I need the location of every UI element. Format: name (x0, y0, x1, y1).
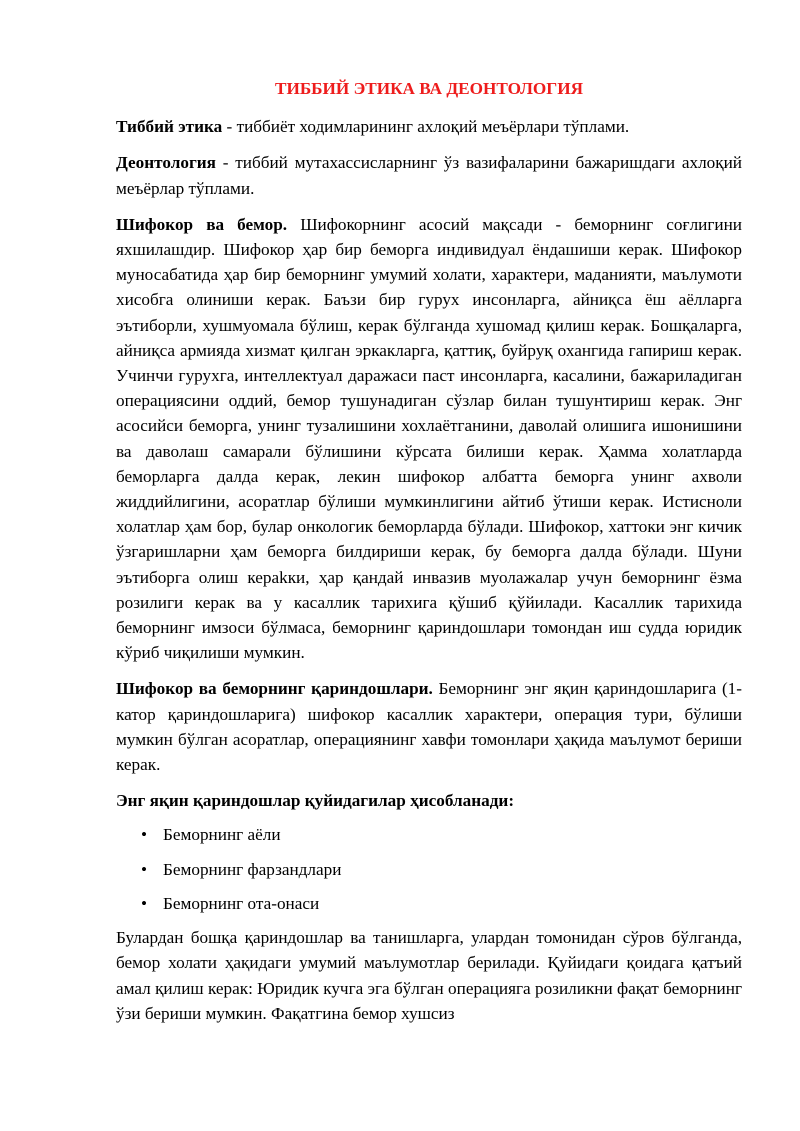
definition-medical-ethics: - тиббиёт ходимларининг ахлоқий меъёрлари тўплами. (222, 117, 630, 137)
term-medical-ethics: Тиббий этика (116, 117, 223, 137)
paragraph-doctor-and-patient (116, 212, 742, 666)
list-item (116, 891, 742, 916)
bullet-icon: • (140, 893, 148, 913)
paragraph-medical-ethics (116, 114, 742, 139)
term-deontology: Деонтология (116, 153, 216, 173)
page-title: ТИББИЙ ЭТИКА ВА ДЕОНТОЛОГИЯ (274, 79, 583, 98)
closest-relatives-list (116, 822, 742, 916)
definition-deontology: - тиббий мутахассисларнинг ўз вазифаларини бажаришдаги ахлоқий меъёрлар тўплами. (116, 153, 742, 198)
list-item-text: Беморнинг ота-онаси (163, 893, 320, 913)
list-item-text: Беморнинг аёли (163, 825, 281, 845)
document-body (116, 72, 742, 1037)
section-text-doctor-patient: Шифокорнинг асосий мақсади - беморнинг соғлигини яхшилашдир. Шифокор ҳар бир беморга индивидуал ёндашиши керак. Шифокор муносабатида ҳар бир беморнинг умумий холати, характери, маданияти, маълумоти хисобга олиниши керак. Баъзи бир гурух инсонларга, айниқса ёш аёлларга эътиборли, хушмуомала бўлиш, керак бўлганда хушомад қилиш керак. Бошқаларга, айниқса армияда хизмат қилган эркакларга, қаттиқ, буйруқ охангида гапириш керак. Учинчи гурухга, интеллектуал даражаси паст инсонларга, касалини, бажариладиган операциясини оддий, бемор тушунадиган сўзлар билан тушунтириш керак. Энг асосийси беморга, унинг тузалишини хохлаётганини, даволай олишига ишонишини ва даволаш самарали бўлишини кўрсата билиши керак. Ҳамма холатларда беморларга далда керак, лекин шифокор албатта беморга унинг ахволи жиддийлигини, асоратлар бўлиши мумкинлигини айтиб ўтиши керак. Истисноли холатлар ҳам бор, булар онкологик беморларда бўлади. Шифокор, хаттоки энг кичик ўзгаришларни ҳам беморга билдириши керак, бу беморга далда бўлади. Шуни эътиборга олиш кераkки, ҳар қандай инвазив муолажалар учун беморнинг ёзма розилиги керак ва у касаллик тарихига қўшиб қўйилади. Касаллик тарихида беморнинг имзоси бўлмаса, беморнинг қариндошлари томондан иш судда юридик кўриб чиқилиши мумкин. (116, 214, 742, 663)
list-heading-closest-relatives: Энг яқин қариндошлар қуйидагилар ҳисобланади: (116, 791, 515, 811)
list-item (116, 822, 742, 847)
bullet-icon: • (140, 859, 148, 879)
paragraph-doctor-and-relatives (116, 676, 742, 777)
list-item-text: Беморнинг фарзандлари (163, 859, 342, 879)
paragraph-other-relatives: Булардан бошқа қариндошлар ва танишларга, улардан томонидан сўров бўлганда, бемор холати ҳақидаги умумий маълумотлар берилади. Қуйидаги қоидага қатъий амал қилиш керак: Юридик кучга эга бўлган операцияга розиликни фақат беморнинг ўзи бериши мумкин. Фақатгина бемор хушсиз (116, 928, 742, 1023)
list-item (116, 857, 742, 882)
section-heading-doctor-relatives: Шифокор ва беморнинг қариндошлари. (116, 679, 433, 699)
bullet-icon: • (140, 825, 148, 845)
paragraph-deontology (116, 150, 742, 200)
section-heading-doctor-patient: Шифокор ва бемор. (116, 214, 288, 234)
section-text-doctor-relatives: Беморнинг энг яқин қариндошларига (1-катор қариндошларига) шифокор касаллик характери, операция тури, бўлиши мумкин бўлган асоратлар, операциянинг хавфи томонлари ҳақида маълумот бериши керак. (116, 679, 742, 775)
